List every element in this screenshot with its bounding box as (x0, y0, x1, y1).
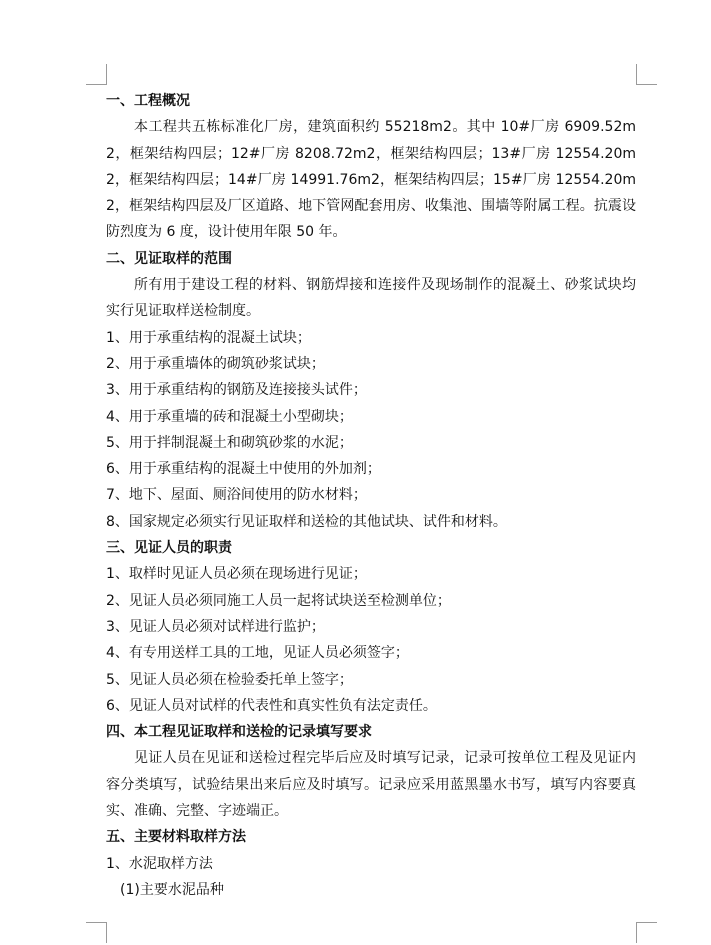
list-item: 8、国家规定必须实行见证取样和送检的其他试块、试件和材料。 (106, 513, 507, 530)
list-item: 1、取样时见证人员必须在现场进行见证； (106, 566, 367, 583)
section-heading-duties: 三、见证人员的职责 (106, 540, 232, 557)
sub-list-item: (1)主要水泥品种 (120, 881, 224, 898)
section-heading-sampling: 五、主要材料取样方法 (106, 829, 246, 846)
list-item: 3、用于承重结构的钢筋及连接接头试件； (106, 382, 367, 399)
list-item: 1、用于承重结构的混凝土试块； (106, 329, 311, 346)
records-paragraph: 见证人员在见证和送检过程完毕后应及时填写记录，记录可按单位工程及见证内容分类填写，试验结果出来后应及时填写。记录应采用蓝黑墨水书写，填写内容要真实、准确、完整、字迹端正。 (106, 750, 636, 820)
crop-mark-bottom-left (86, 922, 107, 943)
list-item: 4、有专用送样工具的工地，见证人员必须签字； (106, 645, 409, 662)
crop-mark-top-right (636, 64, 657, 85)
list-item: 5、见证人员必须在检验委托单上签字； (106, 671, 353, 688)
list-item: 3、见证人员必须对试样进行监护； (106, 618, 325, 635)
list-item: 6、见证人员对试样的代表性和真实性负有法定责任。 (106, 697, 437, 714)
overview-paragraph: 本工程共五栋标准化厂房，建筑面积约 55218m2。其中 10#厂房 6909.52m2，框架结构四层；12#厂房 8208.72m2，框架结构四层；13#厂房 12554.20m2，框架结构四层；14#厂房 14991.76m2，框架结构四层；15#厂房 12554.20m2，框架结构四层及厂区道路、地下管网配套用房、收集池、围墙等附属工程。抗震设防烈度为 6 度，设计使用年限 50 年。 (106, 119, 636, 241)
document-body (106, 88, 636, 903)
list-item: 4、用于承重墙的砖和混凝土小型砌块； (106, 408, 353, 425)
section-heading-records: 四、本工程见证取样和送检的记录填写要求 (106, 724, 372, 741)
list-item: 7、地下、屋面、厕浴间使用的防水材料； (106, 487, 367, 504)
scope-paragraph: 所有用于建设工程的材料、钢筋焊接和连接件及现场制作的混凝土、砂浆试块均实行见证取样送检制度。 (106, 277, 636, 320)
section-heading-scope: 二、见证取样的范围 (106, 250, 232, 267)
section-heading-overview: 一、工程概况 (106, 93, 190, 109)
list-item: 6、用于承重结构的混凝土中使用的外加剂； (106, 461, 381, 478)
crop-mark-top-left (86, 64, 107, 85)
list-item: 2、用于承重墙体的砌筑砂浆试块； (106, 355, 325, 372)
list-item: 5、用于拌制混凝土和砌筑砂浆的水泥； (106, 434, 353, 451)
crop-mark-bottom-right (636, 922, 657, 943)
list-item: 2、见证人员必须同施工人员一起将试块送至检测单位； (106, 592, 451, 609)
list-item: 1、水泥取样方法 (106, 855, 213, 872)
